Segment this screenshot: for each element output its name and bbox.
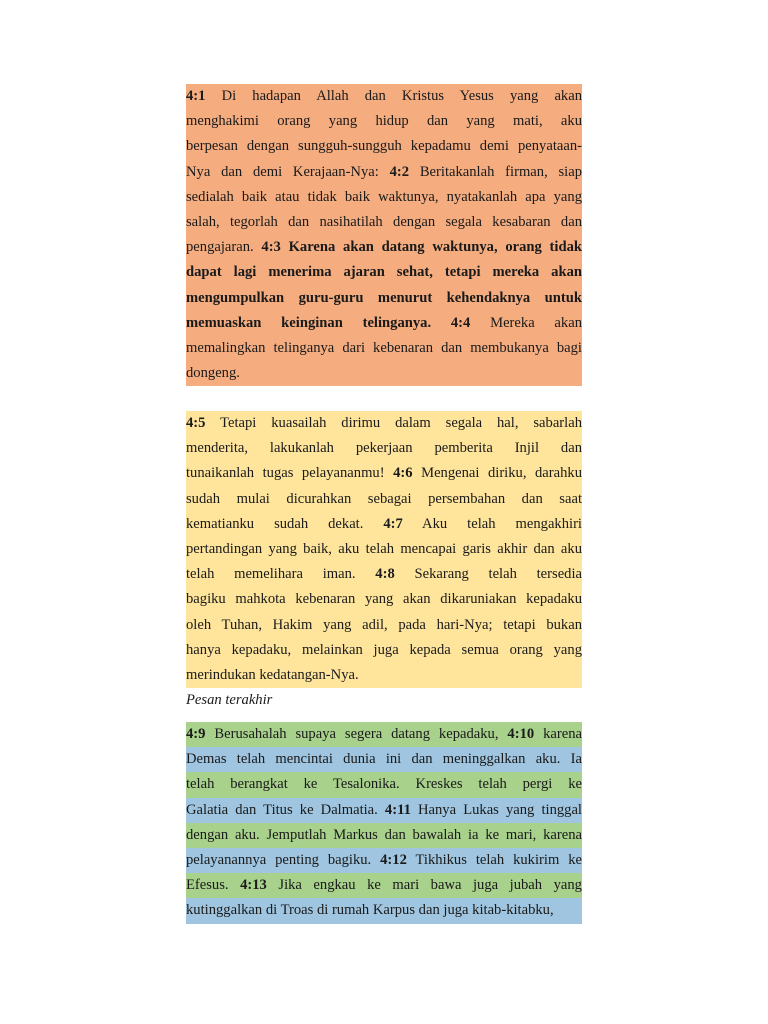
text-line xyxy=(186,411,582,436)
verse-text: dengan aku. Jemputlah Markus dan bawalah ia ke mari, karena xyxy=(186,826,582,843)
text-line xyxy=(186,286,582,311)
section-heading: Pesan terakhir xyxy=(186,692,273,708)
text-line xyxy=(186,210,582,235)
verse-text: Demas telah mencintai dunia ini dan meninggalkan aku. Ia xyxy=(186,751,582,768)
verse-bold: 4:13 xyxy=(240,877,267,894)
text-line xyxy=(186,311,582,336)
text-line xyxy=(186,772,582,797)
text-line xyxy=(186,84,582,109)
verse-text: Beritakanlah firman, siap xyxy=(409,163,582,180)
verse-text: Berusahalah supaya segera datang kepadaku, xyxy=(205,726,508,742)
text-line xyxy=(186,185,582,210)
text-line xyxy=(186,461,582,486)
text-line xyxy=(186,336,582,361)
verse-text: merindukan kedatangan-Nya. xyxy=(186,666,359,683)
text-line xyxy=(186,848,582,873)
verse-text: menghakimi orang yang hidup dan yang mati, aku xyxy=(186,113,582,130)
verse-text: menderita, lakukanlah pekerjaan pemberita Injil dan xyxy=(186,440,582,457)
text-line xyxy=(186,562,582,587)
text-line xyxy=(186,722,582,747)
text-line xyxy=(186,823,582,848)
passage-block-4-5-to-4-8 xyxy=(186,411,582,688)
verse-text: sudah mulai dicurahkan sebagai persembahan dan saat xyxy=(186,490,582,507)
verse-bold: 4:11 xyxy=(384,801,411,818)
verse-text: Galatia dan Titus ke Dalmatia. xyxy=(186,801,385,818)
verse-text: Mengenai diriku, darahku xyxy=(412,465,582,482)
verse-bold: 4:1 xyxy=(186,88,206,104)
verse-text xyxy=(431,315,451,331)
passage-block-4-9-to-4-13 xyxy=(186,722,582,924)
text-line xyxy=(186,235,582,260)
verse-text: pertandingan yang baik, aku telah mencapai garis akhir dan aku xyxy=(186,540,582,557)
verse-text: telah memelihara iman. xyxy=(186,566,376,583)
verse-text: Hanya Lukas yang tinggal xyxy=(410,801,582,818)
text-line xyxy=(186,361,582,386)
verse-bold: 4:4 xyxy=(450,314,471,331)
verse-bold: 4:2 xyxy=(389,163,410,180)
verse-bold: dapat lagi menerima ajaran sehat, tetapi mereka akan xyxy=(186,264,582,281)
verse-bold: 4:5 xyxy=(186,415,206,431)
text-line xyxy=(186,663,582,688)
verse-text: kematianku sudah dekat. xyxy=(186,515,384,532)
text-line xyxy=(186,512,582,537)
verse-text: memalingkan telinganya dari kebenaran dan membukanya bagi xyxy=(186,339,582,356)
text-line xyxy=(186,798,582,823)
verse-text: hanya kepadaku, melainkan juga kepada semua orang yang xyxy=(186,641,582,658)
text-line xyxy=(186,134,582,159)
text-line xyxy=(186,537,582,562)
verse-text: dongeng. xyxy=(186,365,240,382)
verse-text: Tetapi kuasailah dirimu dalam segala hal, sabarlah xyxy=(205,415,582,431)
verse-text: salah, tegorlah dan nasihatilah dengan segala kesabaran dan xyxy=(186,213,582,230)
verse-text: Mereka akan xyxy=(470,314,582,331)
verse-text: pelayanannya penting bagiku. xyxy=(186,851,381,868)
verse-text: Di hadapan Allah dan Kristus Yesus yang akan xyxy=(205,88,582,104)
passage-block-4-1-to-4-4 xyxy=(186,84,582,386)
verse-text: Tikhikus telah kukirim ke xyxy=(406,851,582,868)
text-line xyxy=(186,160,582,185)
verse-bold: memuaskan keinginan telinganya. xyxy=(186,314,432,331)
text-line xyxy=(186,638,582,663)
text-line xyxy=(186,873,582,898)
verse-bold: 4:9 xyxy=(186,726,206,742)
verse-text: kutinggalkan di Troas di rumah Karpus dan juga kitab-kitabku, xyxy=(186,902,554,919)
verse-text: Nya dan demi Kerajaan-Nya: xyxy=(186,163,390,180)
verse-text: Aku telah mengakhiri xyxy=(402,515,582,532)
verse-text: bagiku mahkota kebenaran yang akan dikaruniakan kepadaku xyxy=(186,591,582,608)
verse-text: sedialah baik atau tidak baik waktunya, nyatakanlah apa yang xyxy=(186,188,582,205)
verse-bold: 4:10 xyxy=(507,726,535,742)
verse-bold: 4:7 xyxy=(383,515,403,532)
verse-text: Sekarang telah tersedia xyxy=(394,566,582,583)
text-line xyxy=(186,260,582,285)
text-line xyxy=(186,487,582,512)
text-line xyxy=(186,613,582,638)
verse-text: oleh Tuhan, Hakim yang adil, pada hari-Nya; tetapi bukan xyxy=(186,616,582,633)
verse-text: Jika engkau ke mari bawa juga jubah yang xyxy=(266,877,582,894)
verse-text: telah berangkat ke Tesalonika. Kreskes telah pergi ke xyxy=(186,776,582,793)
verse-text: Efesus. xyxy=(186,877,241,894)
verse-bold: 4:6 xyxy=(393,465,413,482)
verse-text: pengajaran. xyxy=(186,239,262,256)
verse-text: tunaikanlah tugas pelayananmu! xyxy=(186,465,394,482)
verse-bold: 4:12 xyxy=(380,851,407,868)
text-line xyxy=(186,898,582,923)
verse-bold: 4:3 Karena akan datang waktunya, orang tidak xyxy=(261,239,582,256)
verse-text: karena xyxy=(534,726,582,742)
text-line xyxy=(186,747,582,772)
verse-text: berpesan dengan sungguh-sungguh kepadamu demi penyataan- xyxy=(186,138,582,155)
verse-bold: 4:8 xyxy=(375,566,395,583)
text-line xyxy=(186,587,582,612)
text-line xyxy=(186,109,582,134)
verse-bold: mengumpulkan guru-guru menurut kehendaknya untuk xyxy=(186,289,582,306)
text-line xyxy=(186,436,582,461)
